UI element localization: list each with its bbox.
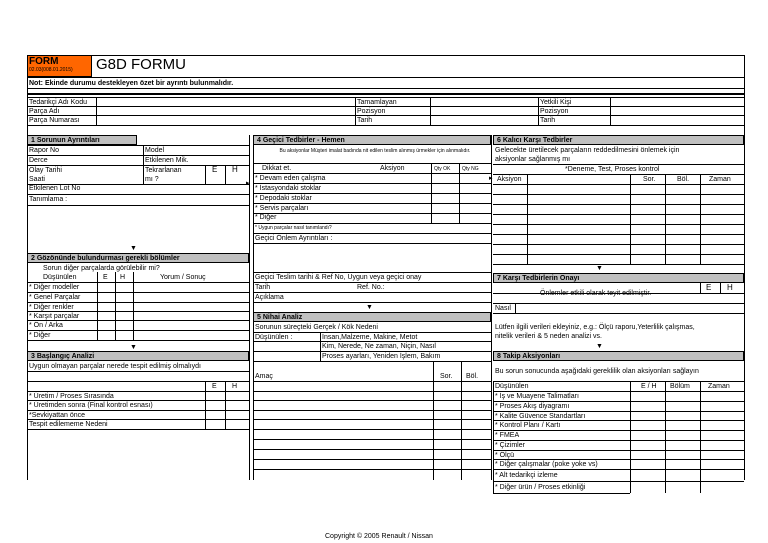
- s2-col-e: E: [103, 274, 108, 281]
- severity-label: Derce: [29, 157, 48, 164]
- s5-dept: Böl.: [466, 373, 479, 380]
- section-6-header: 6 Kalıcı Karşı Tedbirler: [493, 135, 744, 145]
- s4-col-qty-ng: Qty NG: [462, 166, 479, 172]
- date-label-2: Tarih: [540, 117, 556, 124]
- s7-how: Nasıl: [495, 305, 511, 312]
- s8-eh: E / H: [641, 383, 657, 390]
- s3-item-production: * Üretim / Proses Sırasında: [29, 393, 114, 400]
- s6-desc-1: Gelecekte üretilecek parçaların reddedilmesini önlemek için: [495, 147, 680, 154]
- s8-dept: Bölüm: [670, 383, 690, 390]
- s6-test: *Deneme, Test, Proses kontrol: [565, 166, 660, 173]
- s4-item-station-stock: * İstasyondaki stoklar: [255, 185, 322, 192]
- section-2-header: 2 Gözönünde bulundurması gerekli bölümler: [27, 253, 249, 263]
- arrow-down-icon: ▼: [130, 344, 137, 351]
- s8-item-other-studies: * Diğer çalışmalar (poke yoke vs): [495, 461, 598, 468]
- s5-factors-1: İnsan,Malzeme, Makine, Metot: [322, 334, 418, 341]
- date-label-1: Tarih: [357, 117, 373, 124]
- s3-item-before-shipment: *Sevkiyattan önce: [29, 412, 86, 419]
- s4-how-note: * Uygun parçalar nasıl tanımlandı?: [255, 225, 332, 231]
- s8-item-fmea: * FMEA: [495, 432, 520, 439]
- s5-factors-3: Proses ayarları, Yeniden İşlem, Bakım: [322, 353, 441, 360]
- header-note: Not: Ekinde durumu destekleyen özet bir ayrıntı bulunmalıdır.: [29, 80, 234, 87]
- s2-item-other-models: * Diğer modeller: [29, 284, 80, 291]
- arrow-down-icon: ▼: [366, 304, 373, 311]
- s5-factors-2: Kim, Nerede, Ne zaman, Niçin, Nasıl: [322, 343, 436, 350]
- page-title: G8D FORMU: [96, 56, 186, 73]
- s8-item-control-plan: * Kontrol Planı / Kartı: [495, 422, 561, 429]
- s3-col-e: E: [212, 383, 217, 390]
- s4-explanation-label: Açıklama: [255, 294, 284, 301]
- s8-item-work-instructions: * İş ve Muayene Talimatları: [495, 393, 579, 400]
- time-label: Saati: [29, 176, 45, 183]
- repeated-yes[interactable]: E: [212, 165, 218, 174]
- s7-attach-2: nitelik verileri & 5 neden analizi vs.: [495, 333, 602, 340]
- s4-item-service-parts: * Servis parçaları: [255, 205, 309, 212]
- completed-by-label: Tamamlayan: [357, 99, 397, 106]
- arrow-down-icon: ▼: [596, 343, 603, 350]
- s2-question: Sorun diğer parçalarda görülebilir mi?: [43, 265, 160, 272]
- s4-details: Geçici Önlem Ayrıntıları :: [255, 235, 333, 242]
- s8-item-other-products: * Diğer ürün / Proses etkinliği: [495, 484, 586, 491]
- s8-item-quality-standards: * Kalite Güvence Standartları: [495, 413, 586, 420]
- arrow-down-icon: ▼: [130, 245, 137, 252]
- s8-thoughts: Düşünülen: [495, 383, 529, 390]
- s2-item-common-parts: * Genel Parçalar: [29, 294, 81, 301]
- part-number-label: Parça Numarası: [29, 117, 80, 124]
- s8-item-drawings: * Çizimler: [495, 442, 525, 449]
- s4-col-note: Dikkat et.: [262, 165, 292, 172]
- position-label-2: Pozisyon: [540, 108, 569, 115]
- copyright: Copyright © 2005 Renault / Nissan: [325, 533, 433, 540]
- form-label: FORM: [29, 56, 59, 67]
- section-8-header: 8 Takip Aksiyonları: [493, 351, 744, 361]
- s4-col-qty-ok: Qty OK: [434, 166, 451, 172]
- s3-col-h: H: [232, 383, 238, 390]
- affected-qty-label: Etkilenen Mik.: [145, 157, 189, 164]
- affected-lot-label: Etkilenen Lot No: [29, 185, 81, 192]
- section-1-header: 1 Sorunun Ayrıntıları: [27, 135, 137, 145]
- s2-item-other: * Diğer: [29, 332, 51, 339]
- s4-date-label: Tarih: [255, 284, 271, 291]
- s6-time: Zaman: [709, 176, 731, 183]
- section-5-header: 5 Nihai Analiz: [253, 312, 491, 322]
- s5-purpose: Amaç: [255, 373, 273, 380]
- s8-item-process-flow: * Proses Akış diyagramı: [495, 403, 570, 410]
- s6-resp: Sor.: [643, 176, 656, 183]
- arrow-down-icon: ▼: [596, 265, 603, 272]
- s4-description: Bu aksiyonlar Müşteri imalat badında nit edilen teslim alınmış ürmekler için alınmalıdır.: [279, 148, 471, 154]
- s7-yes[interactable]: E: [706, 283, 712, 292]
- s7-attach-1: Lütfen ilgili verileri ekleyiniz, e.g.: Ölçü raporu,Yeterlilik çalışmas,: [495, 324, 695, 331]
- s7-no[interactable]: H: [727, 283, 733, 292]
- supplier-name-label: Tedarikçi Adı Kodu: [29, 99, 87, 106]
- repeated-label-2: mı ?: [145, 176, 159, 183]
- s8-item-measurement: * Ölçü: [495, 452, 515, 459]
- s3-item-after-production: * Üretimden sonra (Final kontrol esnası): [29, 402, 153, 409]
- s4-item-warehouse-stock: * Depodaki stoklar: [255, 195, 312, 202]
- s5-root-cause: Sorunun süreçteki Gerçek / Kök Nedeni: [255, 324, 378, 331]
- s5-thoughts: Düşünülen :: [255, 334, 293, 341]
- section-4-header: 4 Geçici Tedbirler - Hemen: [253, 135, 491, 145]
- s6-desc-2: aksiyonlar sağlanmış mı: [495, 156, 571, 163]
- s6-action: Aksiyon: [497, 176, 522, 183]
- s2-col-h: H: [120, 274, 126, 281]
- s4-item-other: * Diğer: [255, 214, 277, 221]
- form-code: 02.03(008.01.2015): [29, 67, 73, 73]
- s8-item-subsupplier: * Alt tedarikçi izleme: [495, 472, 558, 479]
- authorized-person-label: Yetkili Kişi: [540, 99, 572, 106]
- repeated-label: Tekrarlanan: [145, 167, 182, 174]
- s2-col-comment: Yorum / Sonuç: [160, 274, 206, 281]
- s5-resp: Sor.: [440, 373, 453, 380]
- repeated-no[interactable]: H: [232, 165, 238, 174]
- report-no-label: Rapor No: [29, 147, 59, 154]
- s2-item-other-colors: * Diğer renkler: [29, 304, 74, 311]
- arrow-right-icon: ▸: [489, 175, 493, 182]
- s4-ref-label: Ref. No.:: [357, 284, 385, 291]
- s2-col-thoughts: Düşünülen: [43, 274, 77, 281]
- s8-desc: Bu sorun sonucunda aşağıdaki gereklilik olan aksiyonları sağlayın: [495, 368, 699, 375]
- definition-label: Tanımlama :: [29, 196, 68, 203]
- model-label: Model: [145, 147, 165, 154]
- section-7-header: 7 Karşı Tedbirlerin Onayı: [493, 273, 744, 283]
- s2-item-opposite-parts: * Karşıt parçalar: [29, 313, 80, 320]
- s2-item-front-rear: * Ön / Arka: [29, 322, 63, 329]
- section-3-header: 3 Başlangıç Analizi: [27, 351, 249, 361]
- arrow-right-icon: ▸: [246, 180, 250, 187]
- s8-time: Zaman: [708, 383, 730, 390]
- s4-delivery: Geçici Teslim tarihi & Ref No, Uygun veya geçici onay: [255, 274, 422, 281]
- s3-question: Uygun olmayan parçalar nerede tespit edilmiş olmalıydı: [29, 363, 201, 370]
- event-date-label: Olay Tarihi: [29, 167, 62, 174]
- s7-approved: Önlemler etkili olarak teyit edilmiştir.: [540, 290, 652, 297]
- s6-dept: Böl.: [677, 176, 690, 183]
- s3-item-not-detected: Tespit edilememe Nedeni: [29, 421, 108, 428]
- position-label-1: Pozisyon: [357, 108, 386, 115]
- s4-item-wip: * Devam eden çalışma: [255, 175, 326, 182]
- part-name-label: Parça Adı: [29, 108, 60, 115]
- s4-col-action: Aksiyon: [380, 165, 405, 172]
